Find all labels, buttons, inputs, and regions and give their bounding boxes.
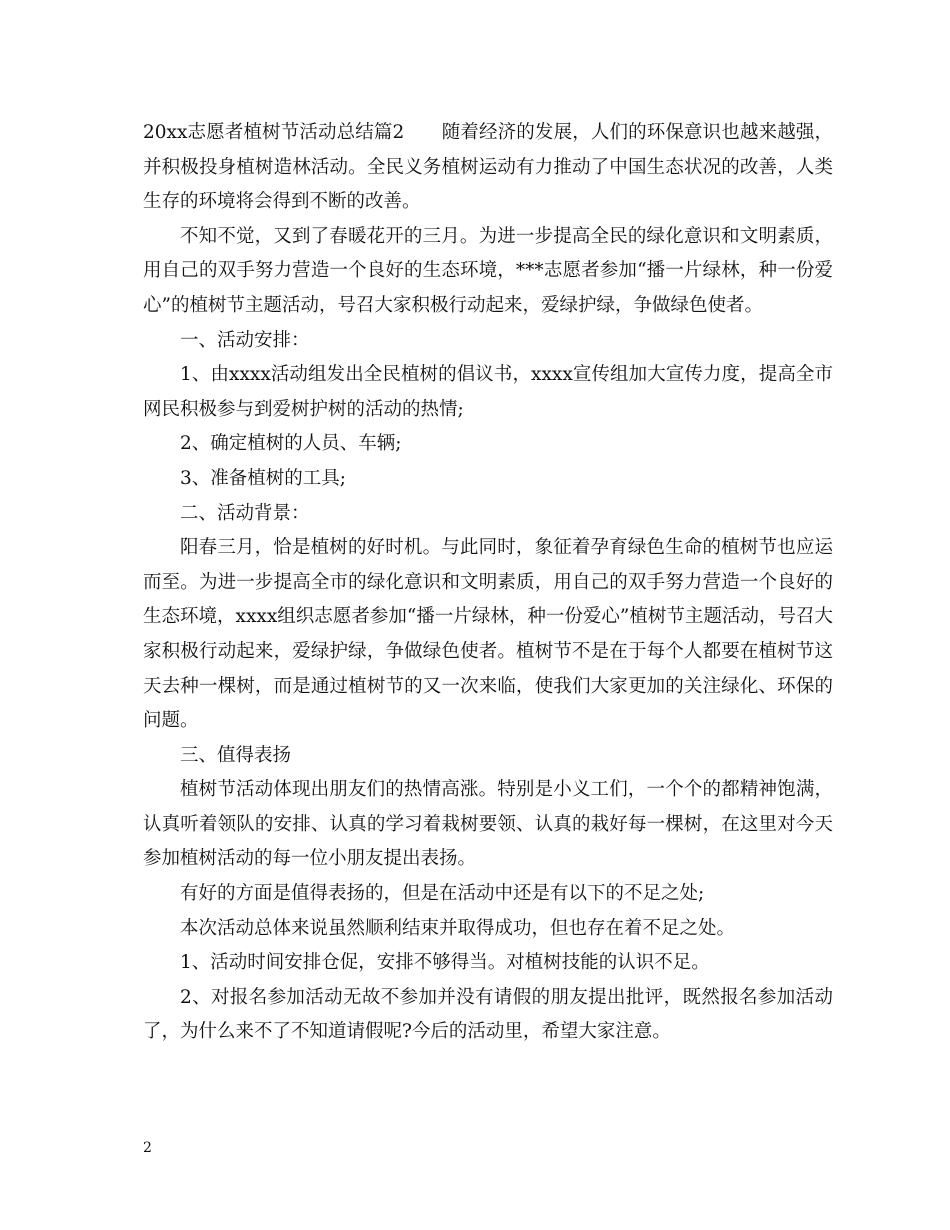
paragraph-2: 不知不觉，又到了春暖花开的三月。为进一步提高全民的绿化意识和文明素质，用自己的双手努力营造一个良好的生态环境，***志愿者参加“播一片绿林，种一份爱心”的植树节主题活动，号召大家积极行动起来，爱绿护绿，争做绿色使者。 (143, 225, 833, 316)
paragraph-6: 3、准备植树的工具; (180, 467, 347, 489)
page-number: 2 (143, 1140, 152, 1156)
paragraph-5: 2、确定植树的人员、车辆; (180, 433, 402, 455)
paragraph-11: 有好的方面是值得表扬的，但是在活动中还是有以下的不足之处; (180, 883, 705, 905)
paragraph-8: 阳春三月，恰是植树的好时机。与此同时，象征着孕育绿色生命的植树节也应运而至。为进一步提高全市的绿化意识和文明素质，用自己的双手努力营造一个良好的生态环境，xxxx组织志愿者参加“播一片绿林，种一份爱心”植树节主题活动，号召大家积极行动起来，爱绿护绿，争做绿色使者。植树节不是在于每个人都要在植树节这天去种一棵树，而是通过植树节的又一次来临，使我们大家更加的关注绿化、环保的问题。 (143, 537, 833, 732)
section-heading-praise: 三、值得表扬 (180, 744, 292, 766)
paragraph-1: 20xx志愿者植树节活动总结篇2 随着经济的发展，人们的环保意识也越来越强，并积极投身植树造林活动。全民义务植树运动有力推动了中国生态状况的改善，人类生存的环境将会得到不断的改善。 (143, 122, 833, 213)
section-heading-background: 二、活动背景： (180, 502, 310, 524)
paragraph-12: 本次活动总体来说虽然顺利结束并取得成功，但也存在着不足之处。 (180, 917, 736, 939)
paragraph-10: 植树节活动体现出朋友们的热情高涨。特别是小义工们，一个个的都精神饱满，认真听着领队的安排、认真的学习着栽树要领、认真的栽好每一棵树，在这里对今天参加植树活动的每一位小朋友提出表扬。 (143, 779, 833, 870)
document-body (143, 116, 833, 1050)
paragraph-13: 1、活动时间安排仓促，安排不够得当。对植树技能的认识不足。 (180, 952, 710, 974)
paragraph-4: 1、由xxxx活动组发出全民植树的倡议书，xxxx宣传组加大宣传力度，提高全市网民积极参与到爱树护树的活动的热情; (143, 364, 833, 420)
paragraph-14: 2、对报名参加活动无故不参加并没有请假的朋友提出批评，既然报名参加活动了，为什么来不了不知道请假呢?今后的活动里，希望大家注意。 (143, 986, 833, 1043)
section-heading-arrangement: 一、活动安排： (180, 329, 310, 351)
